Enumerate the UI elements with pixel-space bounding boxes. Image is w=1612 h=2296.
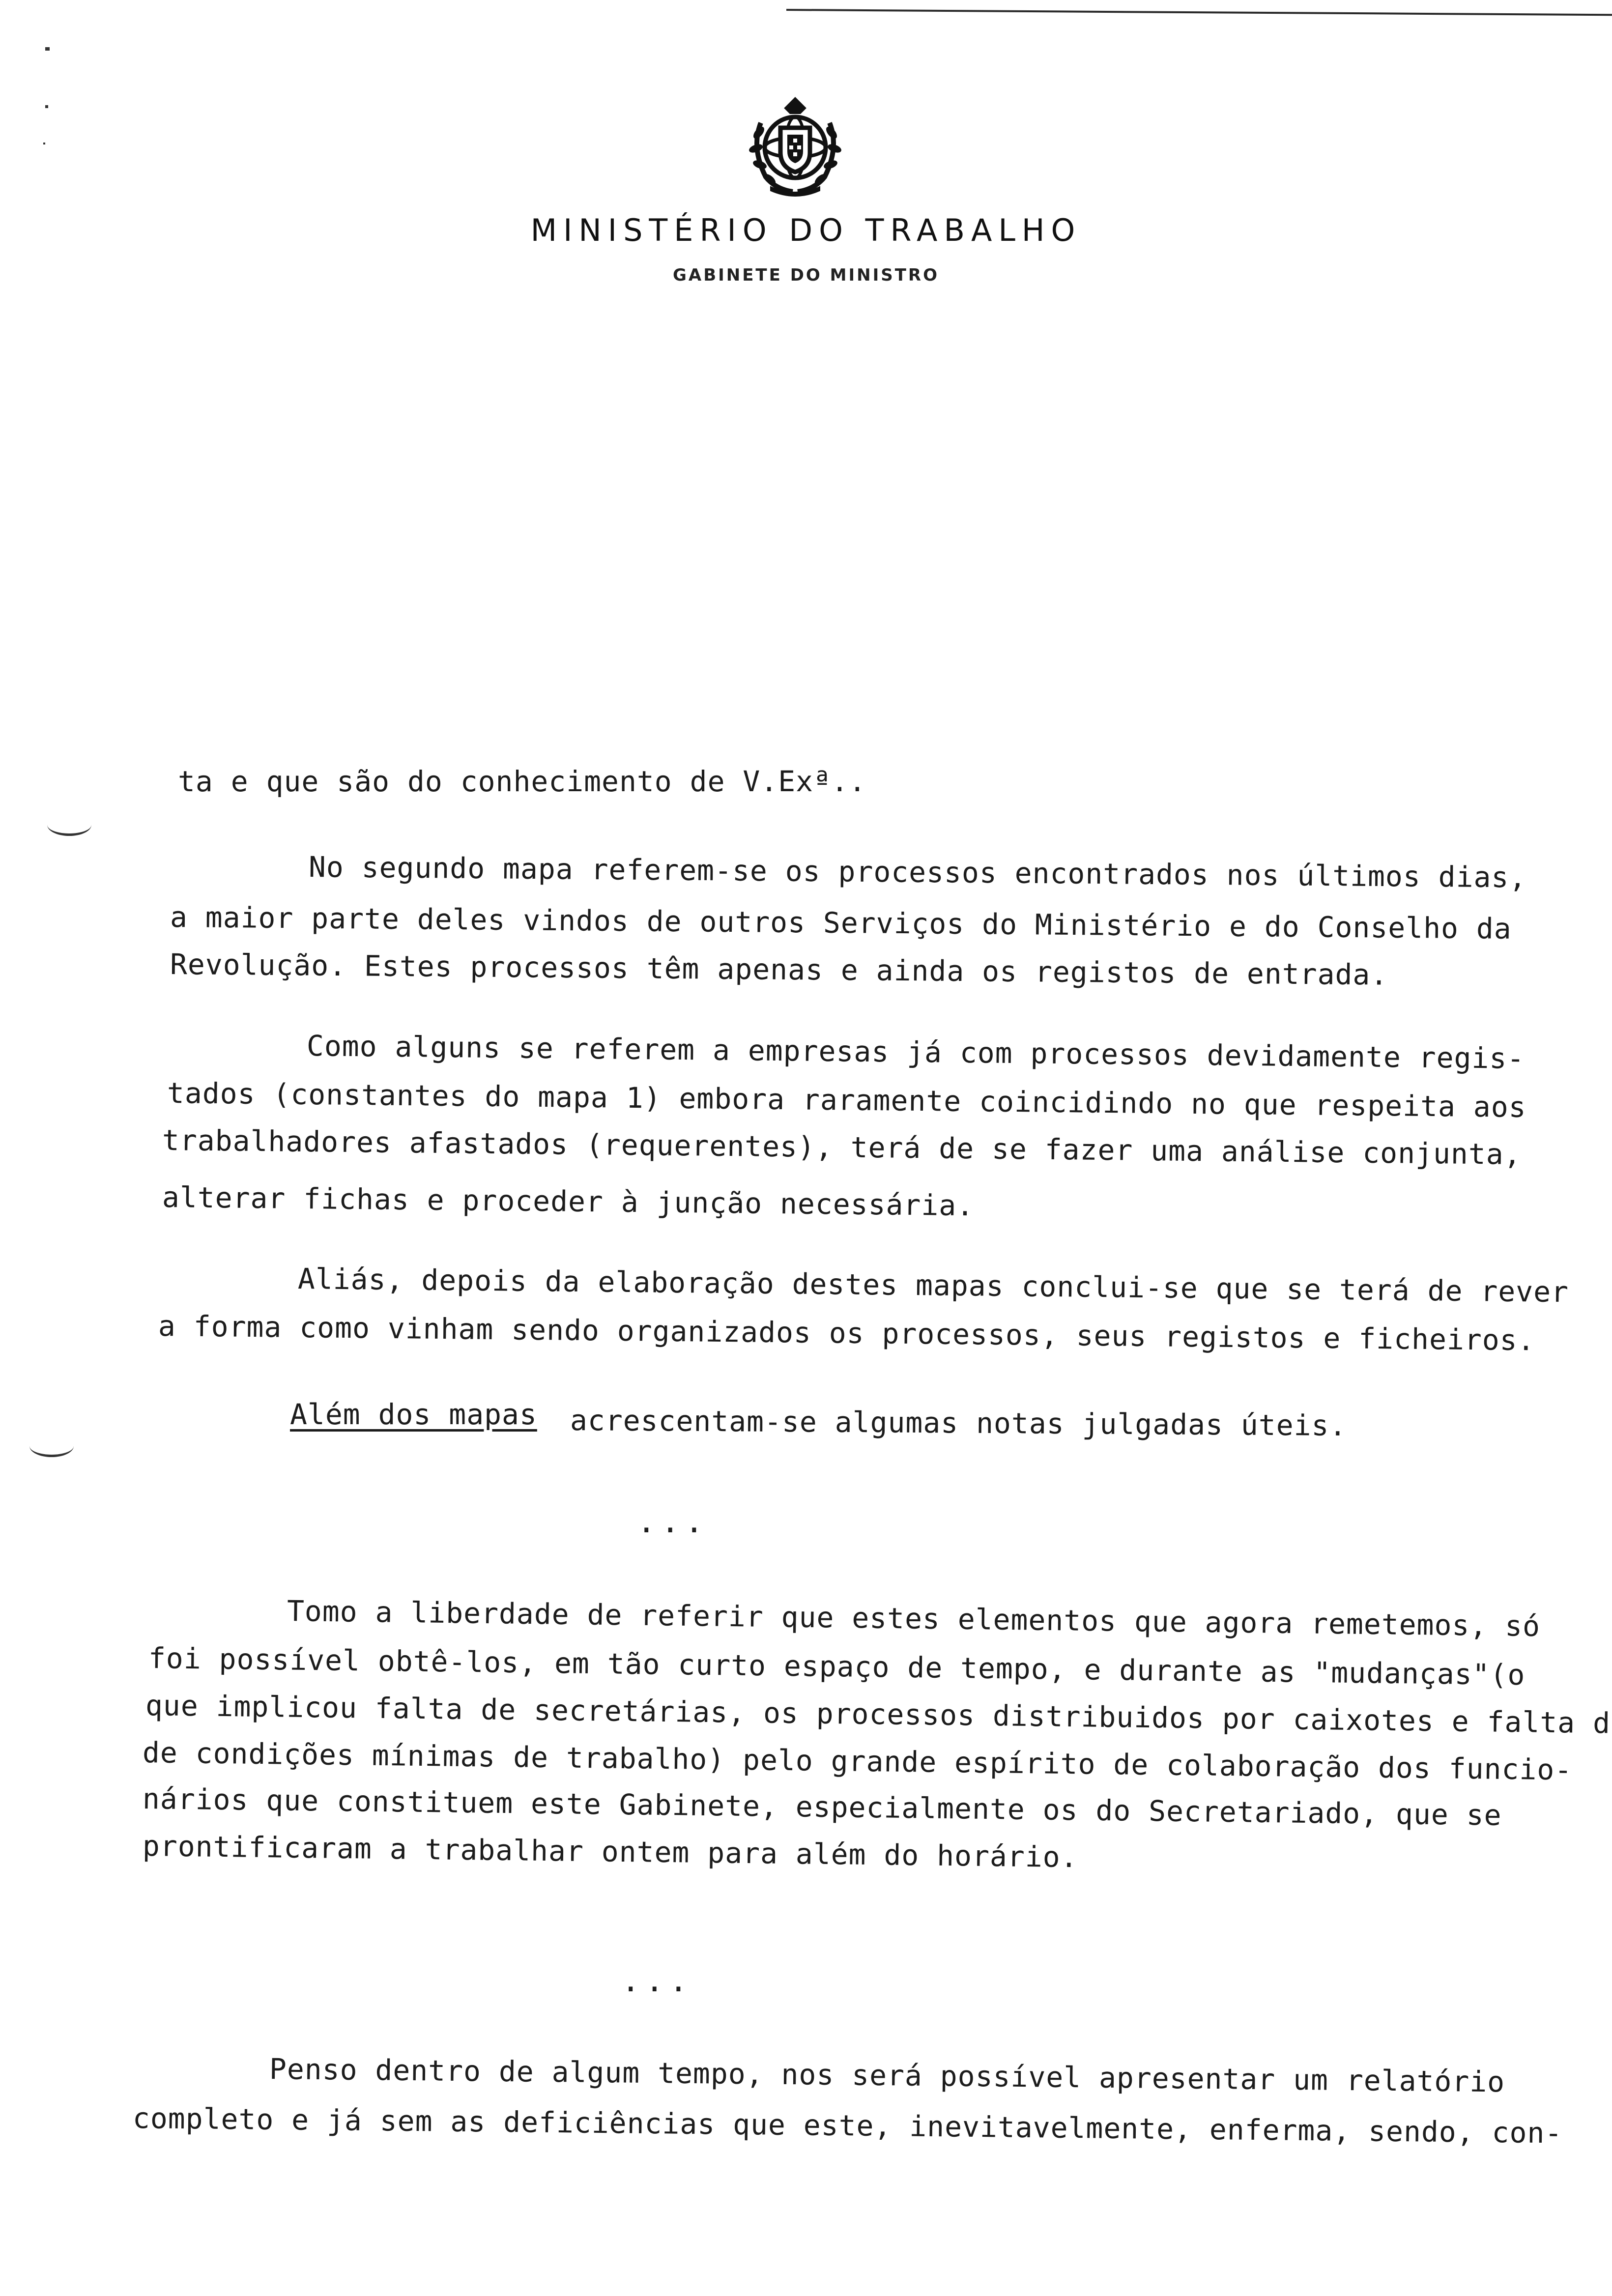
body-line: No segundo mapa referem-se os processos encontrados nos últimos dias, — [308, 850, 1527, 894]
punch-hole-mark — [47, 814, 91, 836]
body-line: trabalhadores afastados (requerentes), terá de se fazer uma análise conjunta, — [162, 1123, 1522, 1171]
section-separator: ... — [637, 1504, 709, 1540]
body-line: foi possível obtê-los, em tão curto espaço de tempo, e durante as "mudanças"(o — [148, 1641, 1526, 1692]
body-line: completo e já sem as deficiências que este, inevitavelmente, enferma, sendo, con- — [132, 2101, 1563, 2150]
underlined-heading: Além dos mapas — [290, 1398, 537, 1431]
punch-hole-mark — [29, 1435, 74, 1457]
body-line: tados (constantes do mapa 1) embora raramente coincidindo no que respeita aos — [167, 1076, 1526, 1124]
body-line: Aliás, depois da elaboração destes mapas conclui-se que se terá de rever — [297, 1262, 1569, 1309]
body-line: alterar fichas e proceder à junção necessária. — [162, 1180, 975, 1223]
body-line: de condições mínimas de trabalho) pelo grande espírito de colaboração dos funcio- — [142, 1736, 1573, 1787]
body-line: prontificaram a trabalhar ontem para além do horário. — [142, 1829, 1078, 1874]
cabinet-subtitle: GABINETE DO MINISTRO — [672, 265, 940, 285]
section-separator: ... — [621, 1963, 693, 1999]
margin-mark — [43, 143, 45, 144]
body-line: que implicou falta de secretárias, os processos distribuidos por caixotes e falta d — [145, 1689, 1611, 1740]
body-line: a forma como vinham sendo organizados os processos, seus registos e ficheiros. — [158, 1309, 1535, 1357]
body-line: a maior parte deles vindos de outros Serviços do Ministério e do Conselho da — [170, 900, 1512, 946]
margin-mark — [45, 105, 48, 108]
ministry-title: MINISTÉRIO DO TRABALHO — [530, 212, 1082, 248]
body-line: ta e que são do conhecimento de V.Exª.. — [178, 765, 866, 798]
body-line: Revolução. Estes processos têm apenas e ainda os registos de entrada. — [170, 947, 1388, 992]
body-line: Como alguns se referem a empresas já com processos devidamente regis- — [306, 1029, 1525, 1075]
coat-of-arms-emblem — [746, 93, 844, 197]
body-line: acrescentam-se algumas notas julgadas úteis. — [570, 1404, 1347, 1443]
body-line: Tomo a liberdade de referir que estes elementos que agora remetemos, só — [287, 1594, 1541, 1643]
body-line: Penso dentro de algum tempo, nos será possível apresentar um relatório — [269, 2052, 1505, 2099]
margin-mark — [45, 47, 50, 51]
portuguese-coat-of-arms-icon — [746, 93, 844, 197]
top-edge-rule — [786, 9, 1612, 16]
body-line: nários que constituem este Gabinete, especialmente os do Secretariado, que se — [142, 1782, 1502, 1832]
